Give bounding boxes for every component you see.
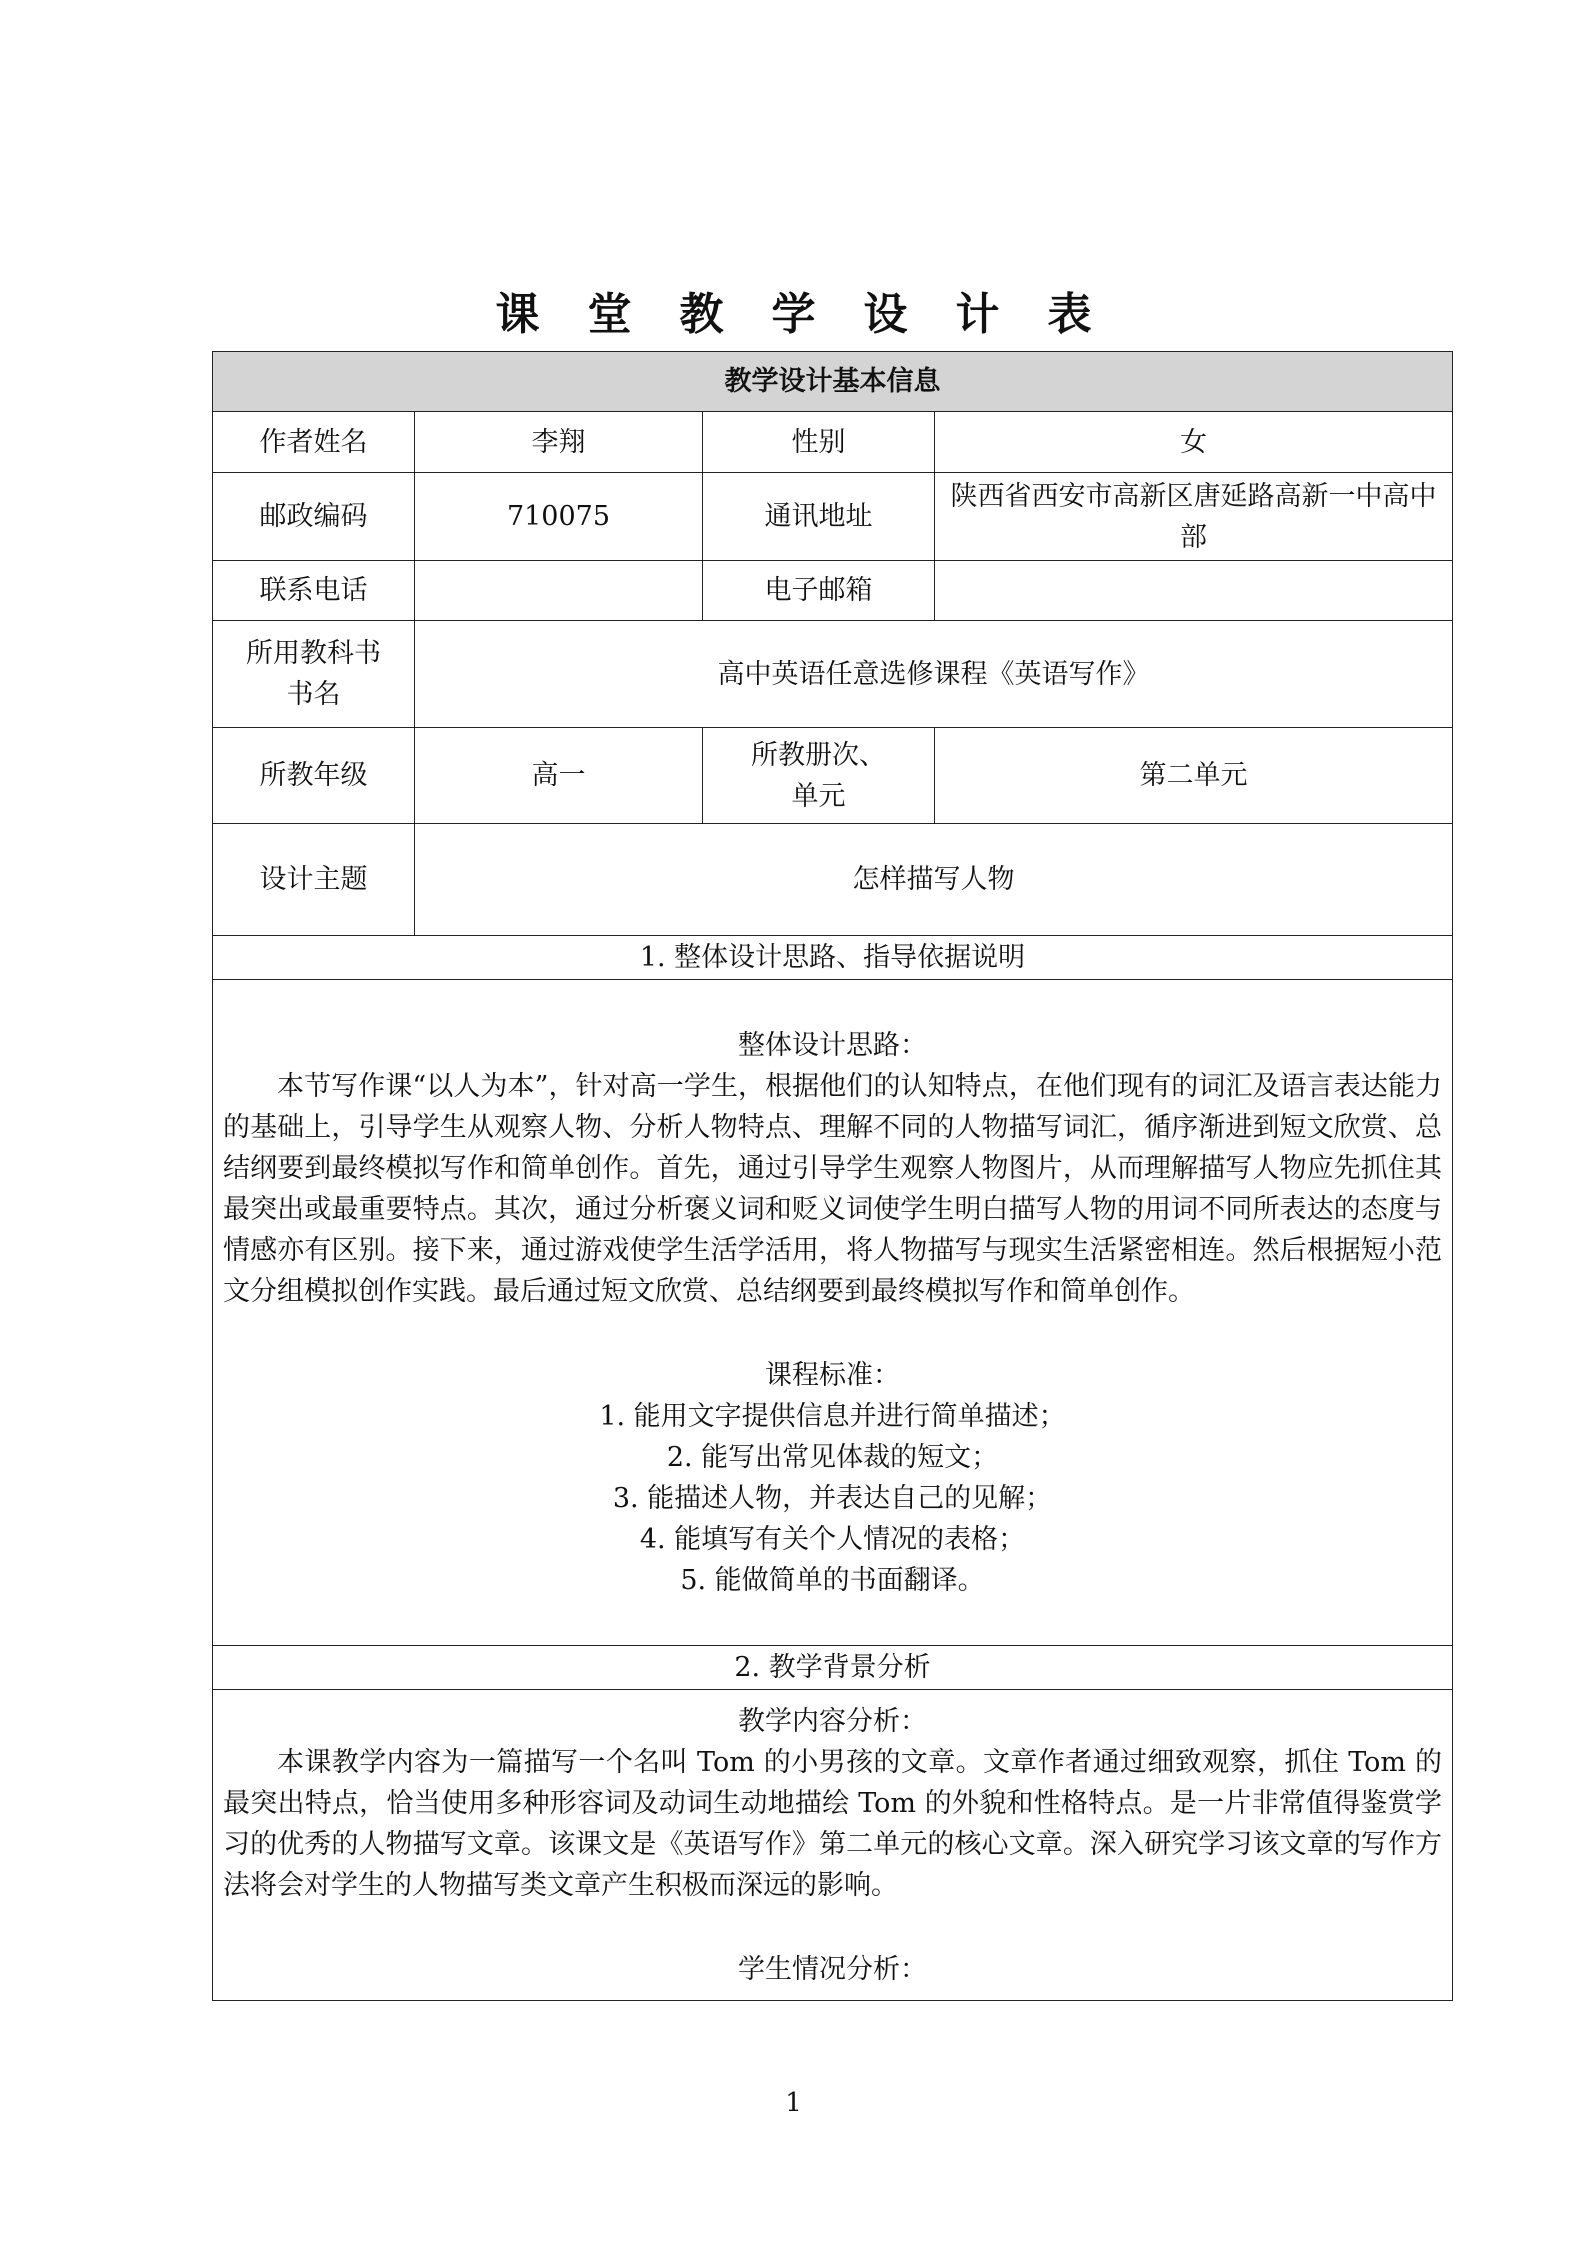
email-label: 电子邮箱: [703, 561, 935, 621]
overall-design-text: 本节写作课“以人为本”，针对高一学生，根据他们的认知特点，在他们现有的词汇及语言表达能力的基础上，引导学生从观察人物、分析人物特点、理解不同的人物描写词汇，循序渐进到短文欣赏、总结纲要到最终模拟写作和简单创作。首先，通过引导学生观察人物图片，从而理解描写人物应先抓住其最突出或最重要特点。其次，通过分析褒义词和贬义词使学生明白描写人物的用词不同所表达的态度与情感亦有区别。接下来，通过游戏使学生活学活用，将人物描写与现实生活紧密相连。然后根据短小范文分组模拟创作实践。最后通过短文欣赏、总结纲要到最终模拟写作和简单创作。: [223, 1070, 1442, 1307]
textbook-label: 所用教科书书名: [213, 621, 415, 728]
phone-value: [415, 561, 703, 621]
phone-label: 联系电话: [213, 561, 415, 621]
grade-value: 高一: [415, 728, 703, 824]
unit-value: 第二单元: [935, 728, 1453, 824]
standard-item: 2. 能写出常见体裁的短文；: [666, 1441, 999, 1473]
textbook-value: 高中英语任意选修课程《英语写作》: [415, 621, 1453, 728]
gender-value: 女: [935, 412, 1453, 473]
postcode-label: 邮政编码: [213, 473, 415, 561]
section1-heading: 1. 整体设计思路、指导依据说明: [213, 936, 1453, 980]
address-label: 通讯地址: [703, 473, 935, 561]
grade-label: 所教年级: [213, 728, 415, 824]
standard-item: 4. 能填写有关个人情况的表格；: [639, 1523, 1026, 1555]
basic-info-banner: 教学设计基本信息: [213, 352, 1453, 412]
content-analysis-heading: 教学内容分析：: [738, 1705, 927, 1737]
document-title: 课堂教学设计表: [495, 289, 1140, 340]
design-form-table: [212, 351, 1453, 2001]
standard-item: 1. 能用文字提供信息并进行简单描述；: [599, 1400, 1066, 1432]
section2-body: [213, 1690, 1453, 2001]
overall-design-heading: 整体设计思路：: [738, 1029, 927, 1061]
curriculum-standards-heading: 课程标准：: [765, 1359, 900, 1391]
theme-value: 怎样描写人物: [415, 824, 1453, 936]
author-value: 李翔: [415, 412, 703, 473]
postcode-value: 710075: [415, 473, 703, 561]
address-value: 陕西省西安市高新区唐延路高新一中高中部: [935, 473, 1453, 561]
student-analysis-heading: 学生情况分析：: [738, 1953, 927, 1985]
standard-item: 3. 能描述人物，并表达自己的见解；: [612, 1482, 1053, 1514]
author-label: 作者姓名: [213, 412, 415, 473]
section1-body: [213, 980, 1453, 1646]
standard-item: 5. 能做简单的书面翻译。: [680, 1564, 985, 1596]
theme-label: 设计主题: [213, 824, 415, 936]
content-analysis-text: 本课教学内容为一篇描写一个名叫 Tom 的小男孩的文章。文章作者通过细致观察，抓住 Tom 的最突出特点，恰当使用多种形容词及动词生动地描绘 Tom 的外貌和性格特点。是一片非常值得鉴赏学习的优秀的人物描写文章。该课文是《英语写作》第二单元的核心文章。深入研究学习该文章的写作方法将会对学生的人物描写类文章产生积极而深远的影响。: [223, 1746, 1442, 1901]
section2-heading: 2. 教学背景分析: [213, 1646, 1453, 1690]
gender-label: 性别: [703, 412, 935, 473]
email-value: [935, 561, 1453, 621]
unit-label: 所教册次、单元: [703, 728, 935, 824]
page-number: 1: [785, 2088, 802, 2118]
